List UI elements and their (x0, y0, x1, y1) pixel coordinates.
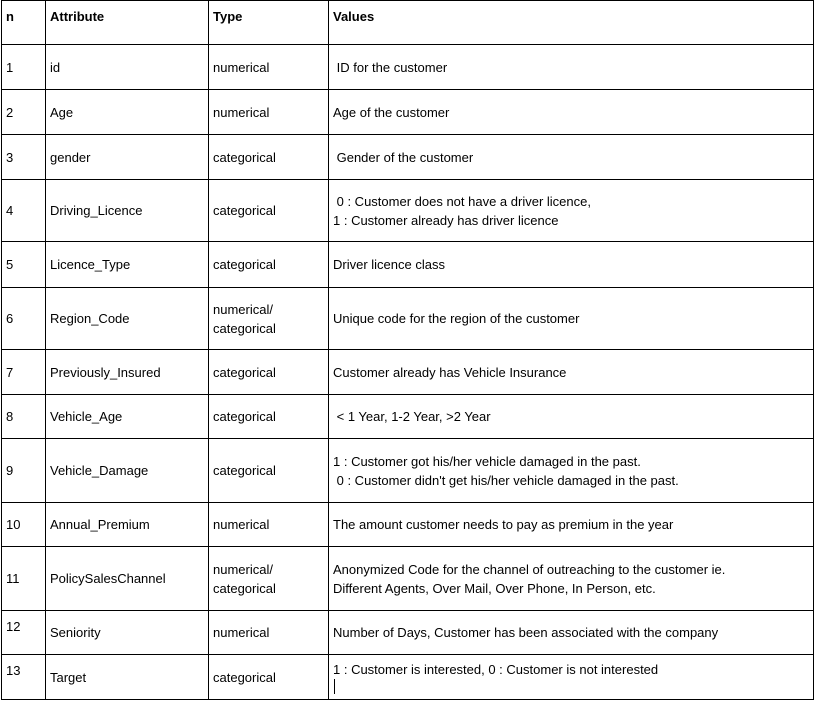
type-line: categorical (213, 203, 276, 218)
type-cell (209, 288, 329, 350)
table-row (2, 350, 814, 395)
type-line: numerical (213, 625, 270, 640)
table-row (2, 611, 814, 655)
table-row (2, 242, 814, 288)
table-row (2, 547, 814, 611)
table-row (2, 395, 814, 439)
values-line: 1 : Customer got his/her vehicle damaged in the past. (333, 453, 641, 469)
attribute-cell: Licence_Type (46, 242, 209, 288)
type-line: categorical (213, 669, 276, 685)
attribute-table (1, 0, 814, 700)
values-cell[interactable] (329, 242, 814, 288)
header-type: Type (209, 1, 329, 45)
header-n: n (2, 1, 46, 45)
values-line: Number of Days, Customer has been associated with the company (333, 625, 719, 640)
attribute-cell: Annual_Premium (46, 503, 209, 547)
type-line: numerical (213, 517, 270, 532)
type-line: categorical (213, 580, 276, 596)
type-cell (209, 242, 329, 288)
attribute-cell: Seniority (46, 611, 209, 655)
table-row (2, 655, 814, 700)
values-line: Age of the customer (333, 104, 450, 120)
values-line: The amount customer needs to pay as premium in the year (333, 517, 674, 532)
values-line: 0 : Customer does not have a driver licence, (333, 193, 591, 209)
values-cell[interactable] (329, 547, 814, 611)
attribute-cell: Region_Code (46, 288, 209, 350)
type-cell (209, 135, 329, 180)
row-number: 1 (2, 45, 46, 90)
type-line: categorical (213, 463, 276, 478)
table-row (2, 135, 814, 180)
header-attribute: Attribute (46, 1, 209, 45)
type-line: categorical (213, 364, 276, 380)
table-row (2, 503, 814, 547)
values-line: Unique code for the region of the customer (333, 311, 580, 326)
values-cell[interactable] (329, 90, 814, 135)
row-number: 9 (2, 439, 46, 503)
attribute-cell: gender (46, 135, 209, 180)
type-line: categorical (213, 257, 276, 272)
type-cell (209, 439, 329, 503)
attribute-cell: Age (46, 90, 209, 135)
values-line: Gender of the customer (333, 149, 474, 165)
values-line: < 1 Year, 1-2 Year, >2 Year (333, 409, 491, 424)
row-number: 8 (2, 395, 46, 439)
row-number: 7 (2, 350, 46, 395)
type-cell (209, 547, 329, 611)
attribute-cell: Vehicle_Age (46, 395, 209, 439)
values-cell[interactable] (329, 439, 814, 503)
type-line: numerical (213, 59, 270, 75)
values-line: Anonymized Code for the channel of outreaching to the customer ie. (333, 561, 726, 577)
type-cell (209, 611, 329, 655)
attribute-cell: Driving_Licence (46, 180, 209, 242)
text-cursor (334, 679, 335, 694)
header-values: Values (329, 1, 814, 45)
type-cell (209, 45, 329, 90)
table-row (2, 439, 814, 503)
table-row (2, 288, 814, 350)
attribute-cell: id (46, 45, 209, 90)
table-row (2, 45, 814, 90)
attribute-cell: Vehicle_Damage (46, 439, 209, 503)
values-line: 1 : Customer is interested, 0 : Customer is not interested (333, 660, 809, 694)
attribute-cell: Previously_Insured (46, 350, 209, 395)
type-cell (209, 395, 329, 439)
values-line: 1 : Customer already has driver licence (333, 212, 559, 228)
values-cell[interactable] (329, 503, 814, 547)
type-line: numerical/ (213, 561, 273, 577)
header-row (2, 1, 814, 45)
table-row (2, 90, 814, 135)
type-cell (209, 503, 329, 547)
values-line: ID for the customer (333, 59, 448, 75)
row-number: 13 (2, 655, 46, 700)
type-cell (209, 90, 329, 135)
values-cell[interactable] (329, 611, 814, 655)
row-number: 5 (2, 242, 46, 288)
values-cell[interactable] (329, 395, 814, 439)
type-line: numerical (213, 104, 270, 120)
row-number: 10 (2, 503, 46, 547)
type-line: categorical (213, 409, 276, 424)
type-line: categorical (213, 320, 276, 336)
type-line: categorical (213, 149, 276, 165)
type-line: numerical/ (213, 301, 273, 317)
values-cell[interactable] (329, 655, 814, 700)
row-number: 6 (2, 288, 46, 350)
values-cell[interactable] (329, 288, 814, 350)
type-cell (209, 180, 329, 242)
row-number: 12 (2, 611, 46, 655)
type-cell (209, 655, 329, 700)
values-line: Customer already has Vehicle Insurance (333, 364, 567, 380)
values-cell[interactable] (329, 45, 814, 90)
values-line: 0 : Customer didn't get his/her vehicle damaged in the past. (333, 472, 679, 488)
values-cell[interactable] (329, 135, 814, 180)
type-cell (209, 350, 329, 395)
attribute-cell: PolicySalesChannel (46, 547, 209, 611)
table-row (2, 180, 814, 242)
row-number: 11 (2, 547, 46, 611)
attribute-cell: Target (46, 655, 209, 700)
values-cell[interactable] (329, 350, 814, 395)
values-cell[interactable] (329, 180, 814, 242)
row-number: 3 (2, 135, 46, 180)
row-number: 2 (2, 90, 46, 135)
values-line: Different Agents, Over Mail, Over Phone, In Person, etc. (333, 580, 656, 596)
values-line: Driver licence class (333, 257, 445, 272)
row-number: 4 (2, 180, 46, 242)
